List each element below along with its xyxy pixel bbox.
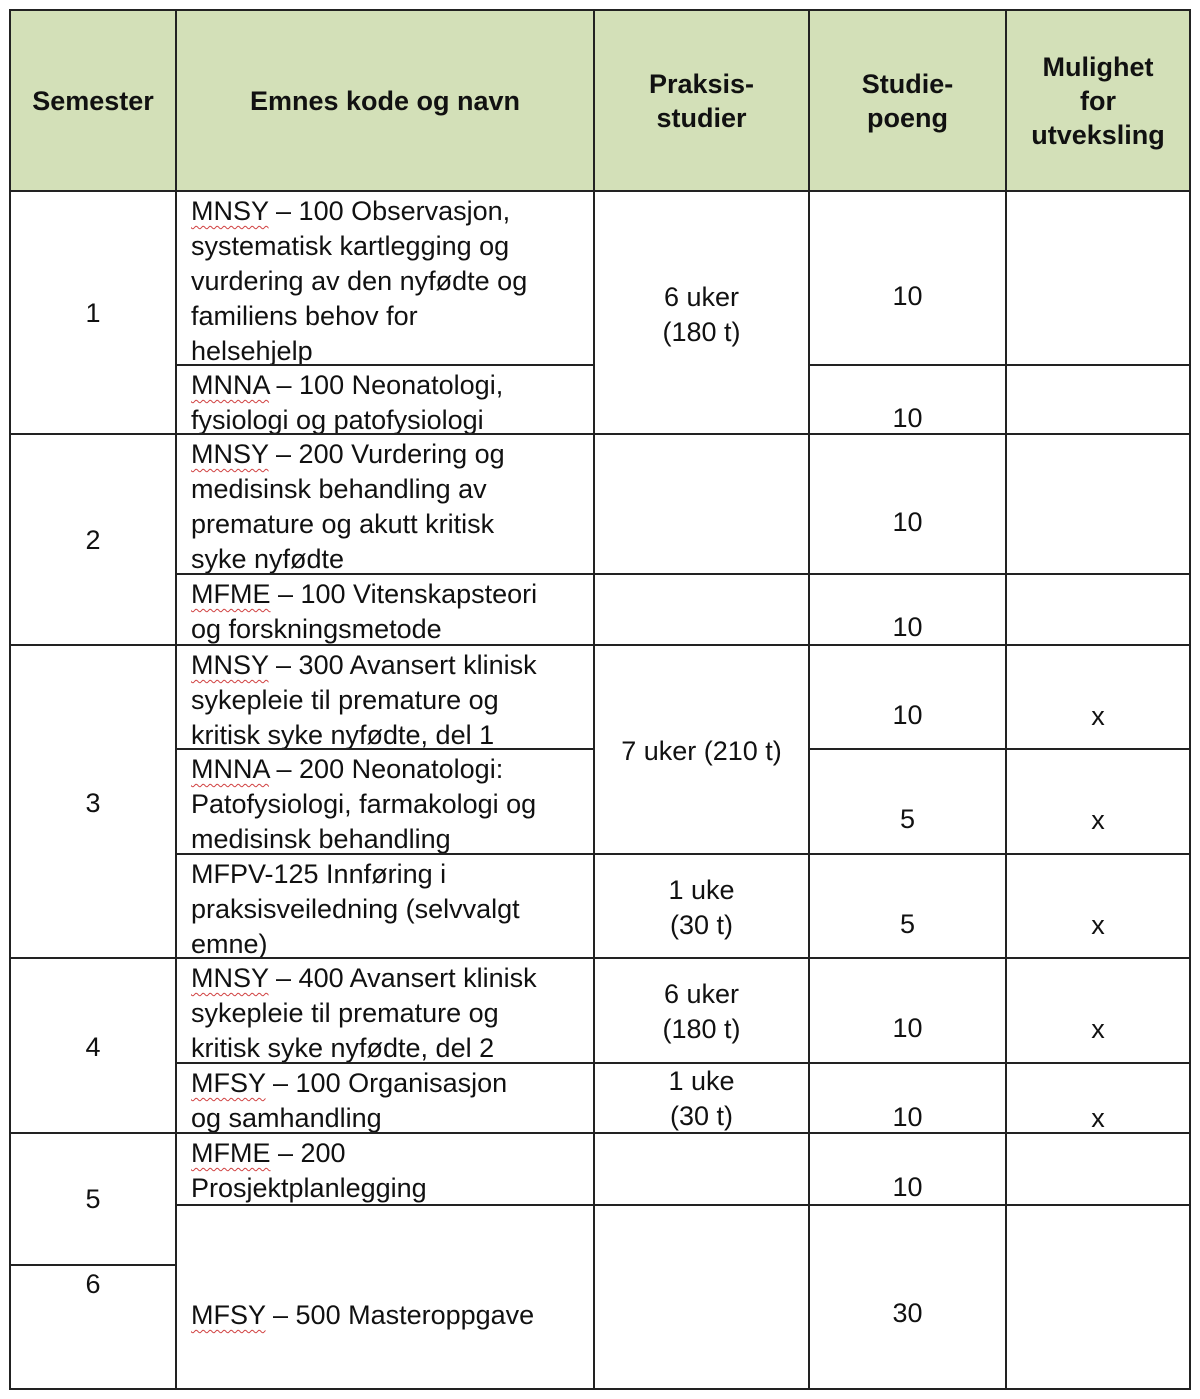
course-name: – 200 Neonatologi: Patofysiologi, farmakologi og medisinsk behandling: [191, 754, 537, 854]
semester-1: 1: [85, 298, 101, 328]
course-name: – 100 Observasjon, systematisk kartlegging og vurdering av den nyfødte og familiens behov for helsehjelp: [191, 196, 528, 366]
practice-sem3: 7 uker (210 t): [621, 736, 782, 766]
course-mnsy-300: [178, 646, 594, 753]
credits-mfsy-100: 10: [892, 1102, 923, 1132]
semester-5: 5: [85, 1184, 101, 1214]
credits-mfme-100: 10: [892, 612, 923, 642]
semester-2: 2: [85, 525, 101, 555]
course-name: – 100 Organisasjon og samhandling: [191, 1068, 508, 1133]
course-code: MNSY: [191, 650, 269, 680]
course-name: – 200 Prosjektplanlegging: [191, 1138, 427, 1203]
header-credits: Studie- poeng: [861, 68, 954, 133]
course-code: MNSY: [191, 963, 269, 993]
practice-sem1: 6 uker (180 t): [662, 282, 741, 347]
credits-mnna-200: 5: [899, 804, 916, 834]
credits-mnsy-100: 10: [892, 281, 923, 311]
course-code: MFSY: [191, 1068, 266, 1098]
header-semester: Semester: [32, 85, 154, 116]
credits-mfpv-125: 5: [899, 909, 916, 939]
credits-mnna-100: 10: [892, 403, 923, 433]
course-mnsy-400: [178, 959, 594, 1066]
exchange-mnsy-400: x: [1091, 1014, 1105, 1044]
header-course: Emnes kode og navn: [249, 85, 521, 116]
credits-mfme-200: 10: [892, 1172, 923, 1202]
course-code: MFSY: [191, 1300, 266, 1330]
course-name: – 100 Vitenskapsteori og forskningsmetode: [191, 579, 538, 644]
header-practice: Praksis- studier: [648, 68, 755, 133]
exchange-mfpv-125: x: [1091, 910, 1105, 940]
exchange-mnsy-300: x: [1091, 701, 1105, 731]
course-mfsy-500: [178, 1296, 594, 1333]
course-mnsy-100: [178, 192, 594, 369]
course-name: MFPV-125 Innføring i praksisveiledning (selvvalgt emne): [191, 859, 520, 959]
course-code: MNSY: [191, 439, 269, 469]
credits-mnsy-400: 10: [892, 1013, 923, 1043]
course-mnsy-200: [178, 435, 594, 577]
course-code: MNSY: [191, 196, 269, 226]
course-name: – 300 Avansert klinisk sykepleie til premature og kritisk syke nyfødte, del 1: [191, 650, 537, 750]
course-name: – 400 Avansert klinisk sykepleie til premature og kritisk syke nyfødte, del 2: [191, 963, 537, 1063]
practice-mnsy-400: 6 uker (180 t): [662, 979, 741, 1044]
semester-4: 4: [85, 1032, 101, 1062]
credits-mnsy-300: 10: [892, 700, 923, 730]
course-mfsy-100: [178, 1064, 594, 1136]
course-code: MFME: [191, 1138, 271, 1168]
course-code: MFME: [191, 579, 271, 609]
credits-mfsy-500: 30: [892, 1298, 923, 1328]
course-mnna-100: [178, 366, 594, 438]
course-code: MNNA: [191, 370, 270, 400]
course-name: – 100 Neonatologi, fysiologi og patofysiologi: [191, 370, 504, 435]
course-name: – 200 Vurdering og medisinsk behandling av premature og akutt kritisk syke nyfødte: [191, 439, 505, 574]
practice-mfsy-100: 1 uke (30 t): [668, 1066, 735, 1131]
practice-mfpv-125: 1 uke (30 t): [668, 875, 735, 940]
course-mfme-100: [178, 575, 594, 647]
semester-3: 3: [85, 788, 101, 818]
semester-6: 6: [85, 1269, 101, 1299]
course-code: MNNA: [191, 754, 270, 784]
course-name: – 500 Masteroppgave: [265, 1300, 535, 1330]
credits-mnsy-200: 10: [892, 507, 923, 537]
exchange-mnna-200: x: [1091, 805, 1105, 835]
exchange-mfsy-100: x: [1091, 1103, 1105, 1133]
header-exchange: Mulighet for utveksling: [1031, 51, 1165, 150]
course-mfme-200: [178, 1134, 594, 1206]
course-mfpv-125: [178, 855, 594, 962]
course-mnna-200: [178, 750, 594, 857]
